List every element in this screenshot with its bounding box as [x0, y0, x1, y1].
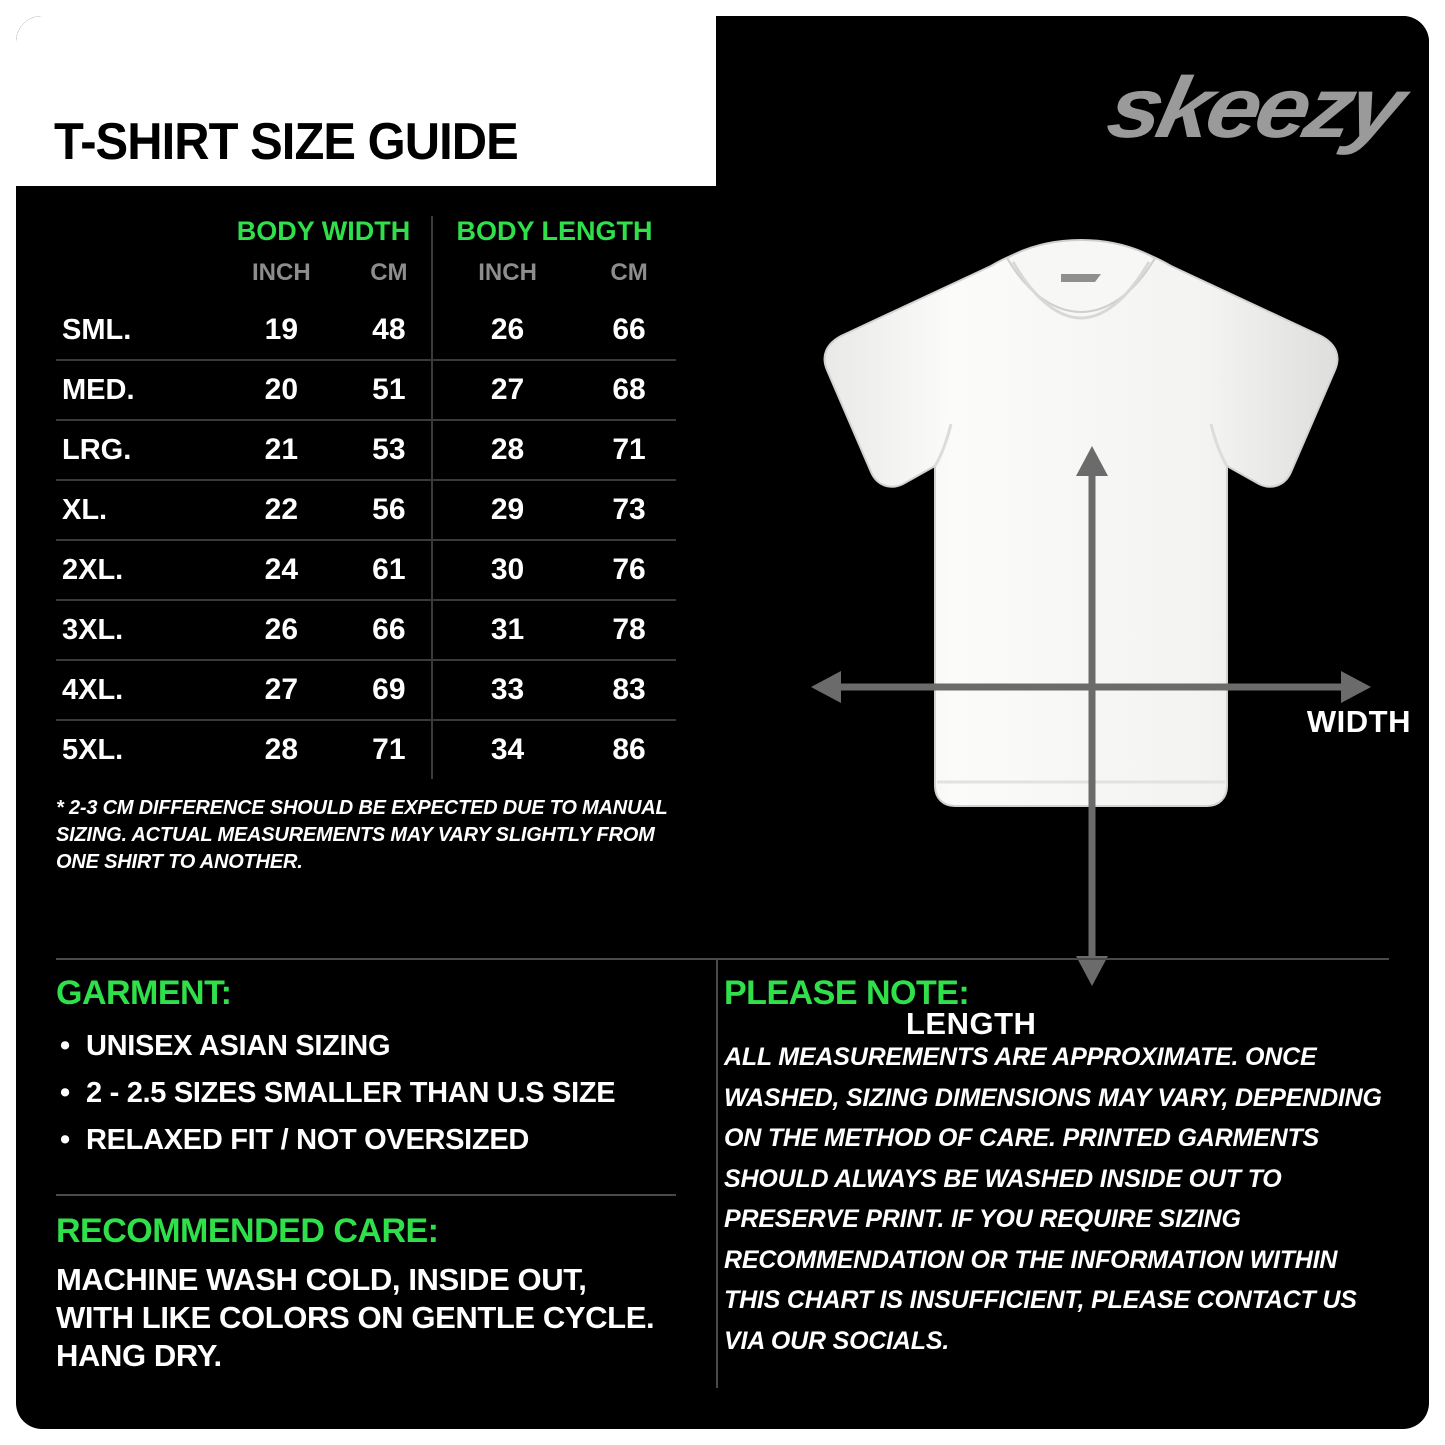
note-text: ALL MEASUREMENTS ARE APPROXIMATE. ONCE WASHED, SIZING DIMENSIONS MAY VARY, DEPENDING ON THE METHOD OF CARE. PRINTED GARMENTS SHOULD ALWAYS BE WASHED INSIDE OUT TO PRESERVE PRINT. IF YOU REQUIRE SIZING RECOMMENDATION OR THE INFORMATION WITHIN THIS CHART IS INSUFFICIENT, PLEASE CONTACT US VIA OUR SOCIALS. [724, 1043, 1382, 1355]
row-length-inch: 30 [432, 540, 582, 600]
row-size-label: 2XL. [56, 540, 216, 600]
row-width-cm: 61 [347, 540, 432, 600]
row-width-inch: 19 [216, 301, 347, 360]
row-length-cm: 76 [582, 540, 676, 600]
unit-header-length-inch: INCH [432, 253, 582, 301]
row-size-label: MED. [56, 360, 216, 420]
row-length-cm: 78 [582, 600, 676, 660]
table-row [56, 720, 676, 779]
size-table-column [16, 186, 706, 956]
width-label: WIDTH [1306, 704, 1411, 739]
length-label: LENGTH [906, 1006, 1037, 1041]
garment-bullet-list [56, 1023, 656, 1164]
page-title: T-SHIRT SIZE GUIDE [54, 113, 518, 171]
bottom-section [16, 956, 1429, 1426]
group-header-body-length: BODY LENGTH [432, 216, 676, 253]
vertical-double-arrow-icon [1069, 446, 1115, 986]
row-width-cm: 56 [347, 480, 432, 540]
note-title: PLEASE NOTE: [724, 974, 970, 1012]
list-item: • 2 - 2.5 SIZES SMALLER THAN U.S SIZE [56, 1070, 656, 1117]
row-length-cm: 66 [582, 301, 676, 360]
row-length-cm: 68 [582, 360, 676, 420]
row-width-inch: 21 [216, 420, 347, 480]
row-size-label: 4XL. [56, 660, 216, 720]
row-width-inch: 22 [216, 480, 347, 540]
table-row [56, 540, 676, 600]
row-length-inch: 28 [432, 420, 582, 480]
row-width-cm: 71 [372, 733, 406, 766]
table-group-header-row [56, 216, 676, 253]
row-length-cm: 71 [582, 420, 676, 480]
garment-and-care-column [56, 974, 676, 1426]
row-length-cm: 86 [612, 733, 646, 766]
row-size-label: SML. [56, 301, 216, 360]
unit-header-width-cm: CM [370, 259, 408, 286]
row-width-cm: 69 [347, 660, 432, 720]
table-row [56, 600, 676, 660]
row-width-cm: 53 [347, 420, 432, 480]
row-length-cm: 73 [582, 480, 676, 540]
row-width-inch: 24 [216, 540, 347, 600]
table-row [56, 301, 676, 360]
unit-header-length-cm: CM [610, 259, 648, 286]
row-length-inch: 31 [432, 600, 582, 660]
row-width-cm: 48 [347, 301, 432, 360]
row-length-inch: 29 [432, 480, 582, 540]
row-size-label: 3XL. [56, 600, 216, 660]
table-row [56, 360, 676, 420]
list-item: • UNISEX ASIAN SIZING [56, 1023, 656, 1070]
row-size-label: LRG. [56, 420, 216, 480]
row-length-inch: 33 [432, 660, 582, 720]
table-row [56, 660, 676, 720]
care-title: RECOMMENDED CARE: [56, 1212, 439, 1250]
unit-header-blank [56, 253, 216, 301]
size-guide-card [16, 16, 1429, 1429]
group-header-blank [56, 216, 216, 253]
row-width-inch: 28 [264, 733, 299, 766]
row-width-cm: 66 [347, 600, 432, 660]
unit-header-width-inch: INCH [252, 259, 311, 286]
header [16, 16, 1429, 186]
row-width-inch: 20 [216, 360, 347, 420]
row-size-label: 5XL. [62, 733, 124, 766]
list-item: • RELAXED FIT / NOT OVERSIZED [56, 1117, 656, 1164]
row-width-inch: 26 [216, 600, 347, 660]
group-header-body-width: BODY WIDTH [236, 216, 411, 246]
garment-title: GARMENT: [56, 974, 232, 1012]
row-length-inch: 34 [432, 720, 582, 779]
row-length-inch: 26 [432, 301, 582, 360]
size-table [56, 216, 676, 779]
brand-wordmark-icon: skeezy [1099, 60, 1410, 156]
table-unit-header-row [56, 253, 676, 301]
row-length-cm: 83 [582, 660, 676, 720]
table-footnote: * 2-3 CM DIFFERENCE SHOULD BE EXPECTED DUE TO MANUAL SIZING. ACTUAL MEASUREMENTS MAY VARY SLIGHTLY FROM ONE SHIRT TO ANOTHER. [56, 797, 668, 873]
brand-logo [819, 58, 1410, 158]
care-text: MACHINE WASH COLD, INSIDE OUT, WITH LIKE COLORS ON GENTLE CYCLE. HANG DRY. [56, 1262, 655, 1373]
row-width-cm: 51 [347, 360, 432, 420]
table-row [56, 480, 676, 540]
row-size-label: XL. [56, 480, 216, 540]
row-width-inch: 27 [216, 660, 347, 720]
please-note-column [676, 974, 1389, 1426]
row-length-inch: 27 [432, 360, 582, 420]
table-row [56, 420, 676, 480]
